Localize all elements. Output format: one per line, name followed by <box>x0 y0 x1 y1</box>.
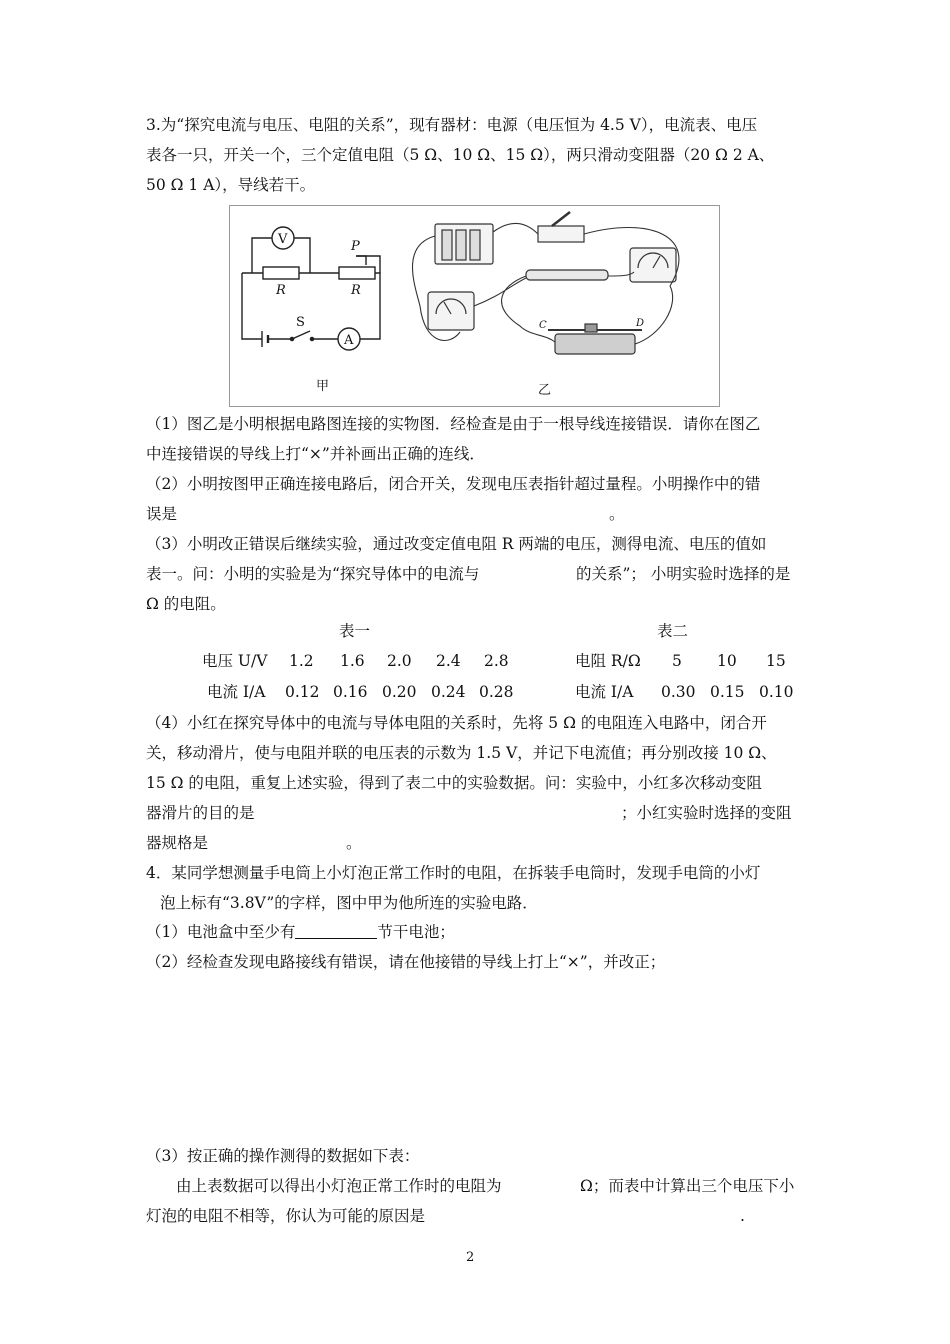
table2-cell: 0.15 <box>710 683 745 701</box>
q4-part1-blank <box>295 924 377 939</box>
q3-part2-line2b: 。 <box>609 505 625 523</box>
physical-rheostat <box>555 334 635 354</box>
rheostat-D-label: D <box>636 318 645 329</box>
table1-cell: 1.2 <box>289 652 314 670</box>
q4-part2: （2）经检查发现电路接线有错误，请在他接错的导线上打上“×”，并改正； <box>146 953 666 971</box>
table1-cell: 2.8 <box>484 652 509 670</box>
table1-title: 表一 <box>339 622 371 640</box>
table2-cell: 0.10 <box>759 683 794 701</box>
table2-cell: 15 <box>766 652 786 670</box>
physical-switch <box>538 226 584 242</box>
table1-cell: 2.4 <box>436 652 461 670</box>
page-number: 2 <box>466 1250 475 1265</box>
q3-part1-line2: 中连接错误的导线上打“×”并补画出正确的连线． <box>146 445 485 463</box>
q4-part3-line2a: 由上表数据可以得出小灯泡正常工作时的电阻为 <box>176 1177 502 1195</box>
table2-row2-label: 电流 I/A <box>575 683 634 701</box>
q4-line2: 泡上标有“3.8V”的字样，图中甲为他所连的实验电路． <box>160 894 538 912</box>
q4-part3: （3）按正确的操作测得的数据如下表： <box>146 1147 420 1165</box>
resistor-R2-label: R <box>351 283 361 298</box>
table1-row1-label: 电压 U/V <box>202 652 268 670</box>
q4-line1: 4．某同学想测量手电筒上小灯泡正常工作时的电阻，在拆装手电筒时，发现手电筒的小灯 <box>146 864 761 882</box>
voltmeter-wire-right <box>294 238 310 273</box>
table2-row1-label: 电阻 R/Ω <box>575 652 641 670</box>
voltmeter-label: V <box>278 232 288 247</box>
q3-intro-line3: 50 Ω 1 A），导线若干。 <box>146 176 316 194</box>
table1-cell: 2.0 <box>387 652 412 670</box>
q3-part4-line5b: 。 <box>346 834 362 852</box>
wire-right <box>360 273 380 339</box>
q3-part4-line1: （4）小红在探究导体中的电流与导体电阻的关系时，先将 5 Ω 的电阻连入电路中，闭合开 <box>146 714 767 732</box>
rheostat-C-label: C <box>539 320 547 331</box>
table1-cell: 0.24 <box>431 683 466 701</box>
q4-part1 <box>146 922 455 942</box>
q4-part3-line3b: . <box>740 1207 745 1225</box>
switch-lever <box>292 331 310 339</box>
q3-part3-line3: Ω 的电阻。 <box>146 595 226 613</box>
table1-cell: 0.12 <box>285 683 320 701</box>
ammeter-label: A <box>344 333 354 348</box>
physical-resistor <box>526 270 608 280</box>
q3-part2-line1: （2）小明按图甲正确连接电路后，闭合开关，发现电压表指针超过量程。小明操作中的错 <box>146 475 761 493</box>
q4-part1-a: （1）电池盒中至少有 <box>146 923 296 941</box>
table1-cell: 1.6 <box>340 652 365 670</box>
q3-part3-line2b: 的关系”； 小明实验时选择的是 <box>576 565 791 583</box>
table1-cell: 0.28 <box>479 683 514 701</box>
q4-part3-line3a: 灯泡的电阻不相等，你认为可能的原因是 <box>146 1207 426 1225</box>
figure-jia-label: 甲 <box>316 379 330 394</box>
q3-part4-line3: 15 Ω 的电阻，重复上述实验，得到了表二中的实验数据。问：实验中，小红多次移动变阻 <box>146 774 762 792</box>
q3-intro-line2: 表各一只，开关一个，三个定值电阻（5 Ω、10 Ω、15 Ω），两只滑动变阻器（20 Ω 2 A、 <box>146 146 775 164</box>
resistor-R2 <box>339 267 375 279</box>
q3-part4-line5a: 器规格是 <box>146 834 209 852</box>
physical-ammeter <box>428 292 474 330</box>
q3-part4-line4b: ；小红实验时选择的变阻 <box>621 804 792 822</box>
q4-part3-line2b: Ω；而表中计算出三个电压下小 <box>580 1177 795 1195</box>
slider-arrow <box>356 256 366 265</box>
circuit-figure <box>229 205 720 407</box>
table1-row2-label: 电流 I/A <box>207 683 266 701</box>
table1-cell: 0.16 <box>333 683 368 701</box>
q3-part1-line1: （1）图乙是小明根据电路图连接的实物图．经检查是由于一根导线连接错误．请你在图乙 <box>146 415 761 433</box>
wire-left <box>242 273 262 339</box>
circuit-figure-svg <box>230 206 719 406</box>
q3-part2-line2a: 误是 <box>146 505 178 523</box>
q3-intro-line1: 3.为“探究电流与电压、电阻的关系”，现有器材：电源（电压恒为 4.5 V），电流表、电压 <box>146 116 758 134</box>
slider-wire <box>356 256 380 273</box>
table2-cell: 5 <box>672 652 682 670</box>
slider-P-label: P <box>351 239 360 254</box>
q3-part3-line2a: 表一。问：小明的实验是为“探究导体中的电流与 <box>146 565 480 583</box>
voltmeter-wire-left <box>252 238 272 273</box>
table1-cell: 0.20 <box>382 683 417 701</box>
table2-title: 表二 <box>657 622 689 640</box>
q4-part1-b: 节干电池； <box>377 923 455 941</box>
q3-part3-line1: （3）小明改正错误后继续实验，通过改变定值电阻 R 两端的电压，测得电流、电压的值如 <box>146 535 767 553</box>
q3-part4-line2: 关，移动滑片，使与电阻并联的电压表的示数为 1.5 V，并记下电流值；再分别改接 10 Ω、 <box>146 744 777 762</box>
switch-S-label: S <box>296 315 305 330</box>
resistor-R1 <box>263 267 299 279</box>
q3-part4-line4a: 器滑片的目的是 <box>146 804 255 822</box>
table2-cell: 0.30 <box>661 683 696 701</box>
table2-cell: 10 <box>717 652 737 670</box>
resistor-R1-label: R <box>276 283 286 298</box>
figure-yi-label: 乙 <box>538 383 552 398</box>
